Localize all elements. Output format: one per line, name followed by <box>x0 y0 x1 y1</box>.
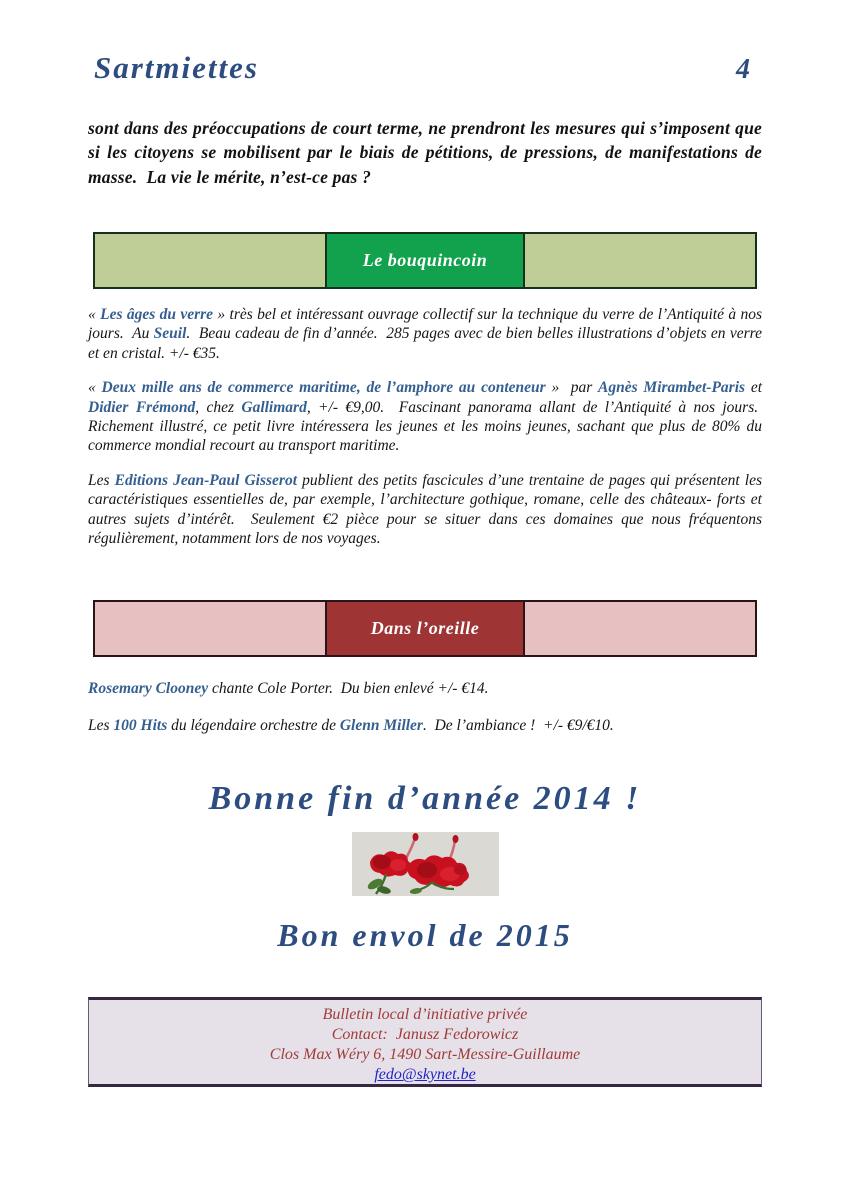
books-section-banner <box>93 232 757 289</box>
greeting-2014: Bonne fin d’année 2014 ! <box>208 780 642 818</box>
music-section-banner <box>93 600 757 657</box>
body-text: Les <box>88 716 114 734</box>
highlighted-text: Editions Jean-Paul Gisserot <box>114 471 297 489</box>
banner-side-cell <box>525 602 755 655</box>
highlighted-text: Gallimard <box>241 398 307 416</box>
body-text: » très bel et intéressant ouvrage collectif sur la technique du verre de l’Antiquité à nos jours. Au <box>88 305 762 343</box>
body-text: chante Cole Porter. Du bien enlevé +/- €14. <box>208 680 489 698</box>
book-paragraph <box>88 378 762 456</box>
page-number: 4 <box>736 54 750 85</box>
body-text: Les <box>88 471 115 489</box>
highlighted-text: Didier Frémond <box>88 398 196 416</box>
body-text: » par <box>545 379 599 397</box>
footer-contact-box <box>88 997 762 1087</box>
body-text: , +/- €9,00. Fascinant panorama allant de l’Antiquité à nos jours. Richement illustré, ce petit livre intéressera les jeunes et les moins jeunes, sachant que plus de 80% du commerce mondial recourt au transport maritime. <box>88 398 762 455</box>
highlighted-text: Les âges du verre <box>100 305 214 323</box>
book-paragraph <box>88 305 762 363</box>
highlighted-text: Glenn Miller <box>339 716 423 734</box>
music-paragraph <box>88 679 762 698</box>
newsletter-title: Sartmiettes <box>94 50 259 85</box>
body-text: du légendaire orchestre de <box>167 716 340 734</box>
highlighted-text: Rosemary Clooney <box>88 680 209 698</box>
books-banner-title <box>325 234 524 287</box>
intro-paragraph: sont dans des préoccupations de court terme, ne prendront les mesures qui s’imposent que si les citoyens se mobilisent par le biais de pétitions, de pressions, de manifestations de masse. La vie le mérite, n’est-ce pas ? <box>88 118 762 187</box>
highlighted-text: Deux mille ans de commerce maritime, de l’amphore au conteneur <box>101 379 546 397</box>
body-text: . Beau cadeau de fin d’année. 285 pages avec de bien belles illustrations d’objets en verre et en cristal. +/- €35. <box>88 325 763 362</box>
banner-side-cell <box>95 234 325 287</box>
music-paragraph <box>88 716 762 735</box>
body-text: « <box>88 379 102 397</box>
email-link[interactable]: fedo@skynet.be <box>374 1066 476 1084</box>
highlighted-text: 100 Hits <box>113 716 168 734</box>
page-header <box>88 50 762 86</box>
body-text: et <box>745 379 763 397</box>
banner-side-cell <box>525 234 755 287</box>
footer-email-line <box>89 1065 761 1085</box>
banner-side-cell <box>95 602 325 655</box>
music-banner-label: Dans l’oreille <box>370 618 480 639</box>
highlighted-text: Agnès Mirambet-Paris <box>598 379 746 397</box>
music-banner-title <box>325 602 524 655</box>
red-hibiscus-photo <box>352 832 499 896</box>
footer-contact-line: Contact: Janusz Fedorowicz <box>331 1026 519 1044</box>
footer-address-line: Clos Max Wéry 6, 1490 Sart-Messire-Guillaume <box>269 1046 581 1064</box>
body-text: . De l’ambiance ! +/- €9/€10. <box>422 716 614 734</box>
body-text: , chez <box>195 398 242 416</box>
body-text: « <box>88 305 101 323</box>
flower-photo-wrapper <box>88 832 762 896</box>
greeting-2015: Bon envol de 2015 <box>277 916 573 953</box>
book-paragraph <box>88 471 762 549</box>
books-banner-label: Le bouquincoin <box>362 249 488 270</box>
highlighted-text: Seuil <box>153 325 187 343</box>
body-text: publient des petits fascicules d’une trentaine de pages qui présentent les caractéristiques essentielles de, par exemple, l’architecture gothique, romane, celle des châteaux- forts et autres sujets d’intérêt. Seulement €2 pièce pour se situer dans ces domaines que nous fréquentons régulièrement, notamment lors de nos voyages. <box>88 471 762 547</box>
footer-bulletin-line: Bulletin local d’initiative privée <box>322 1006 528 1024</box>
